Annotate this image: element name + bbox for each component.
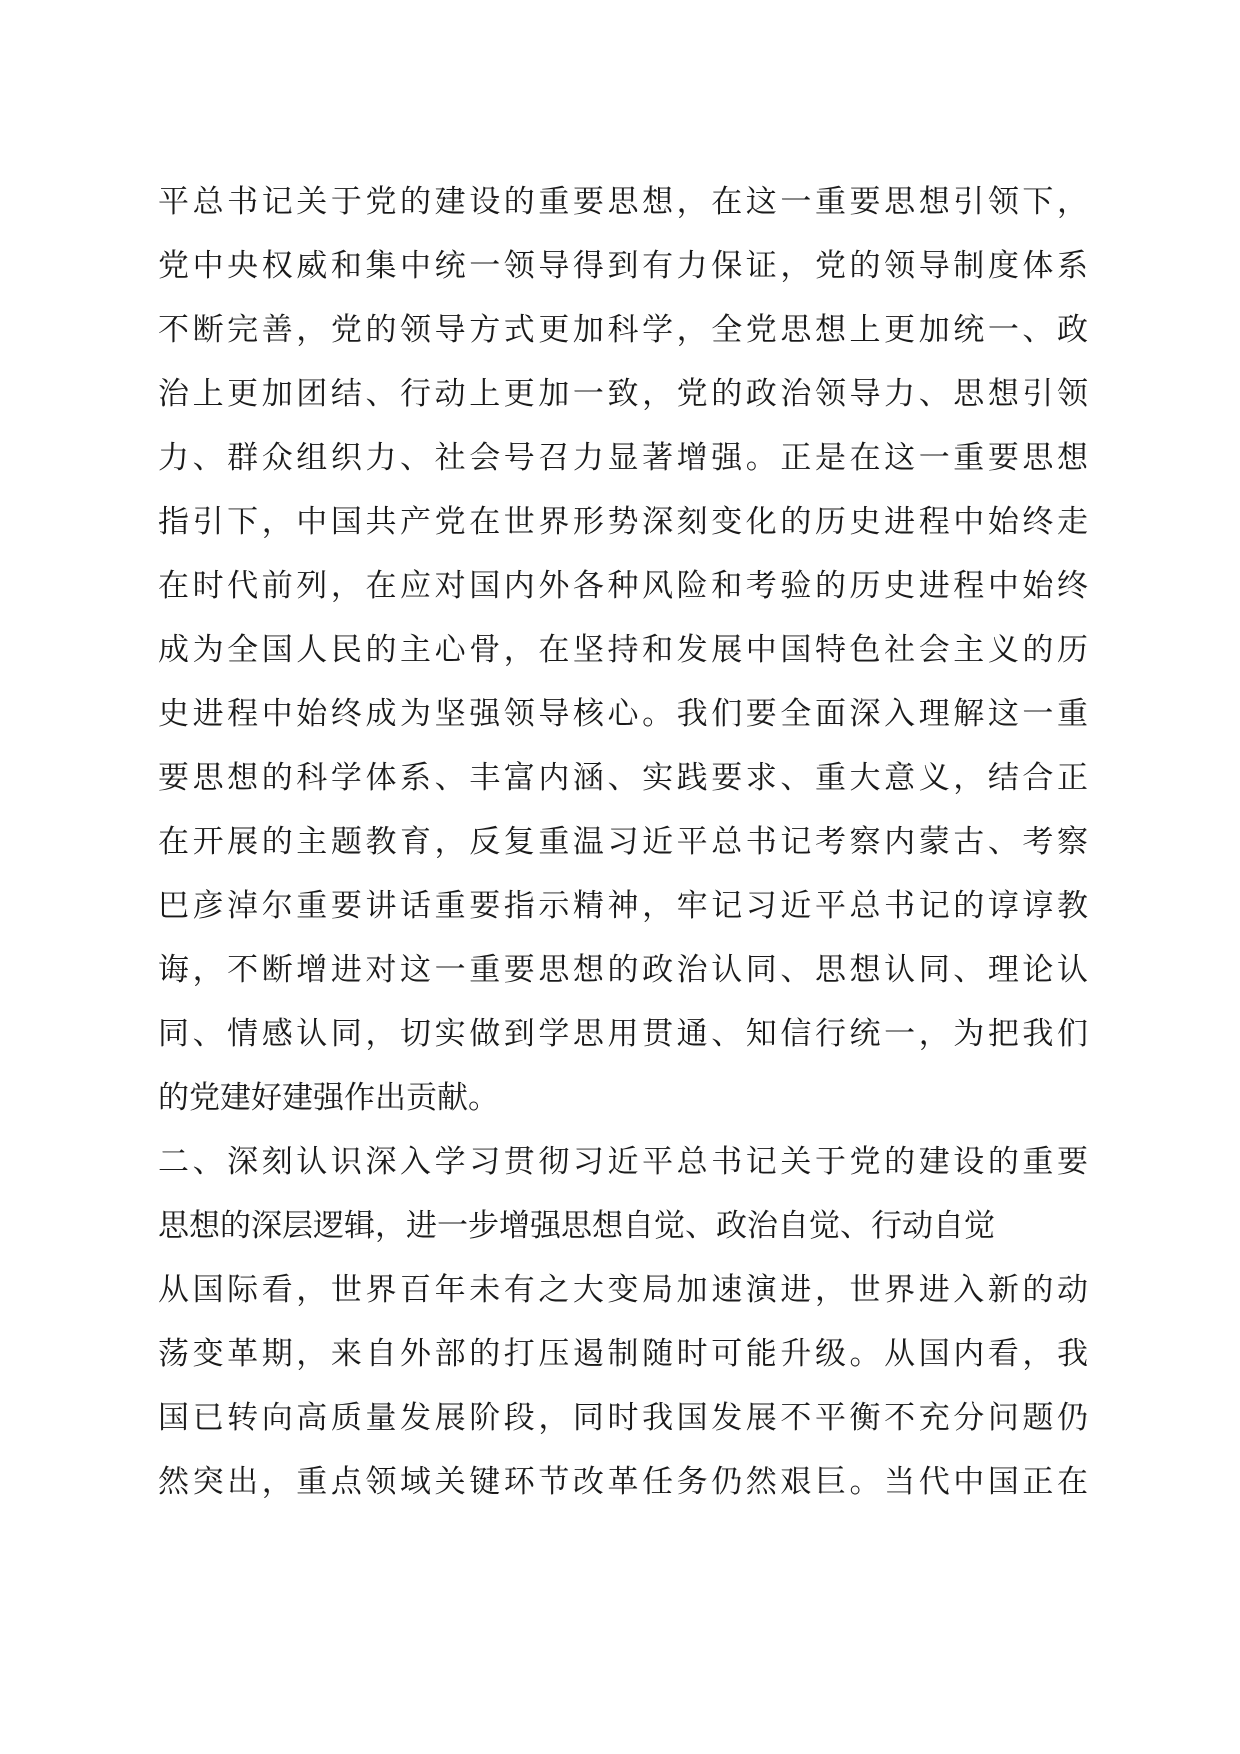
text-line-21: 然突出，重点领域关键环节改革任务仍然艰巨。当代中国正在 bbox=[158, 1464, 1088, 1500]
text-line-1: 平总书记关于党的建设的重要思想，在这一重要思想引领下， bbox=[158, 184, 1088, 220]
text-line-11: 在开展的主题教育，反复重温习近平总书记考察内蒙古、考察 bbox=[158, 824, 1088, 860]
text-line-10: 要思想的科学体系、丰富内涵、实践要求、重大意义，结合正 bbox=[158, 760, 1088, 796]
text-line-13: 诲，不断增进对这一重要思想的政治认同、思想认同、理论认 bbox=[158, 952, 1088, 988]
text-line-19: 荡变革期，来自外部的打压遏制随时可能升级。从国内看，我 bbox=[158, 1336, 1088, 1372]
section-heading-line-2: 思想的深层逻辑，进一步增强思想自觉、政治自觉、行动自觉 bbox=[158, 1208, 995, 1244]
text-line-3: 不断完善，党的领导方式更加科学，全党思想上更加统一、政 bbox=[158, 312, 1088, 348]
text-line-14: 同、情感认同，切实做到学思用贯通、知信行统一，为把我们 bbox=[158, 1016, 1088, 1052]
text-line-9: 史进程中始终成为坚强领导核心。我们要全面深入理解这一重 bbox=[158, 696, 1088, 732]
text-line-15: 的党建好建强作出贡献。 bbox=[158, 1080, 499, 1116]
text-line-18: 从国际看，世界百年未有之大变局加速演进，世界进入新的动 bbox=[158, 1272, 1088, 1308]
section-heading-line-1: 二、深刻认识深入学习贯彻习近平总书记关于党的建设的重要 bbox=[158, 1144, 1088, 1180]
text-line-4: 治上更加团结、行动上更加一致，党的政治领导力、思想引领 bbox=[158, 376, 1088, 412]
text-line-5: 力、群众组织力、社会号召力显著增强。正是在这一重要思想 bbox=[158, 440, 1088, 476]
body-text bbox=[158, 170, 1088, 1514]
text-line-6: 指引下，中国共产党在世界形势深刻变化的历史进程中始终走 bbox=[158, 504, 1088, 540]
text-line-12: 巴彦淖尔重要讲话重要指示精神，牢记习近平总书记的谆谆教 bbox=[158, 888, 1088, 924]
text-line-7: 在时代前列，在应对国内外各种风险和考验的历史进程中始终 bbox=[158, 568, 1088, 604]
text-line-2: 党中央权威和集中统一领导得到有力保证，党的领导制度体系 bbox=[158, 248, 1088, 284]
text-line-8: 成为全国人民的主心骨，在坚持和发展中国特色社会主义的历 bbox=[158, 632, 1088, 668]
text-line-20: 国已转向高质量发展阶段，同时我国发展不平衡不充分问题仍 bbox=[158, 1400, 1088, 1436]
